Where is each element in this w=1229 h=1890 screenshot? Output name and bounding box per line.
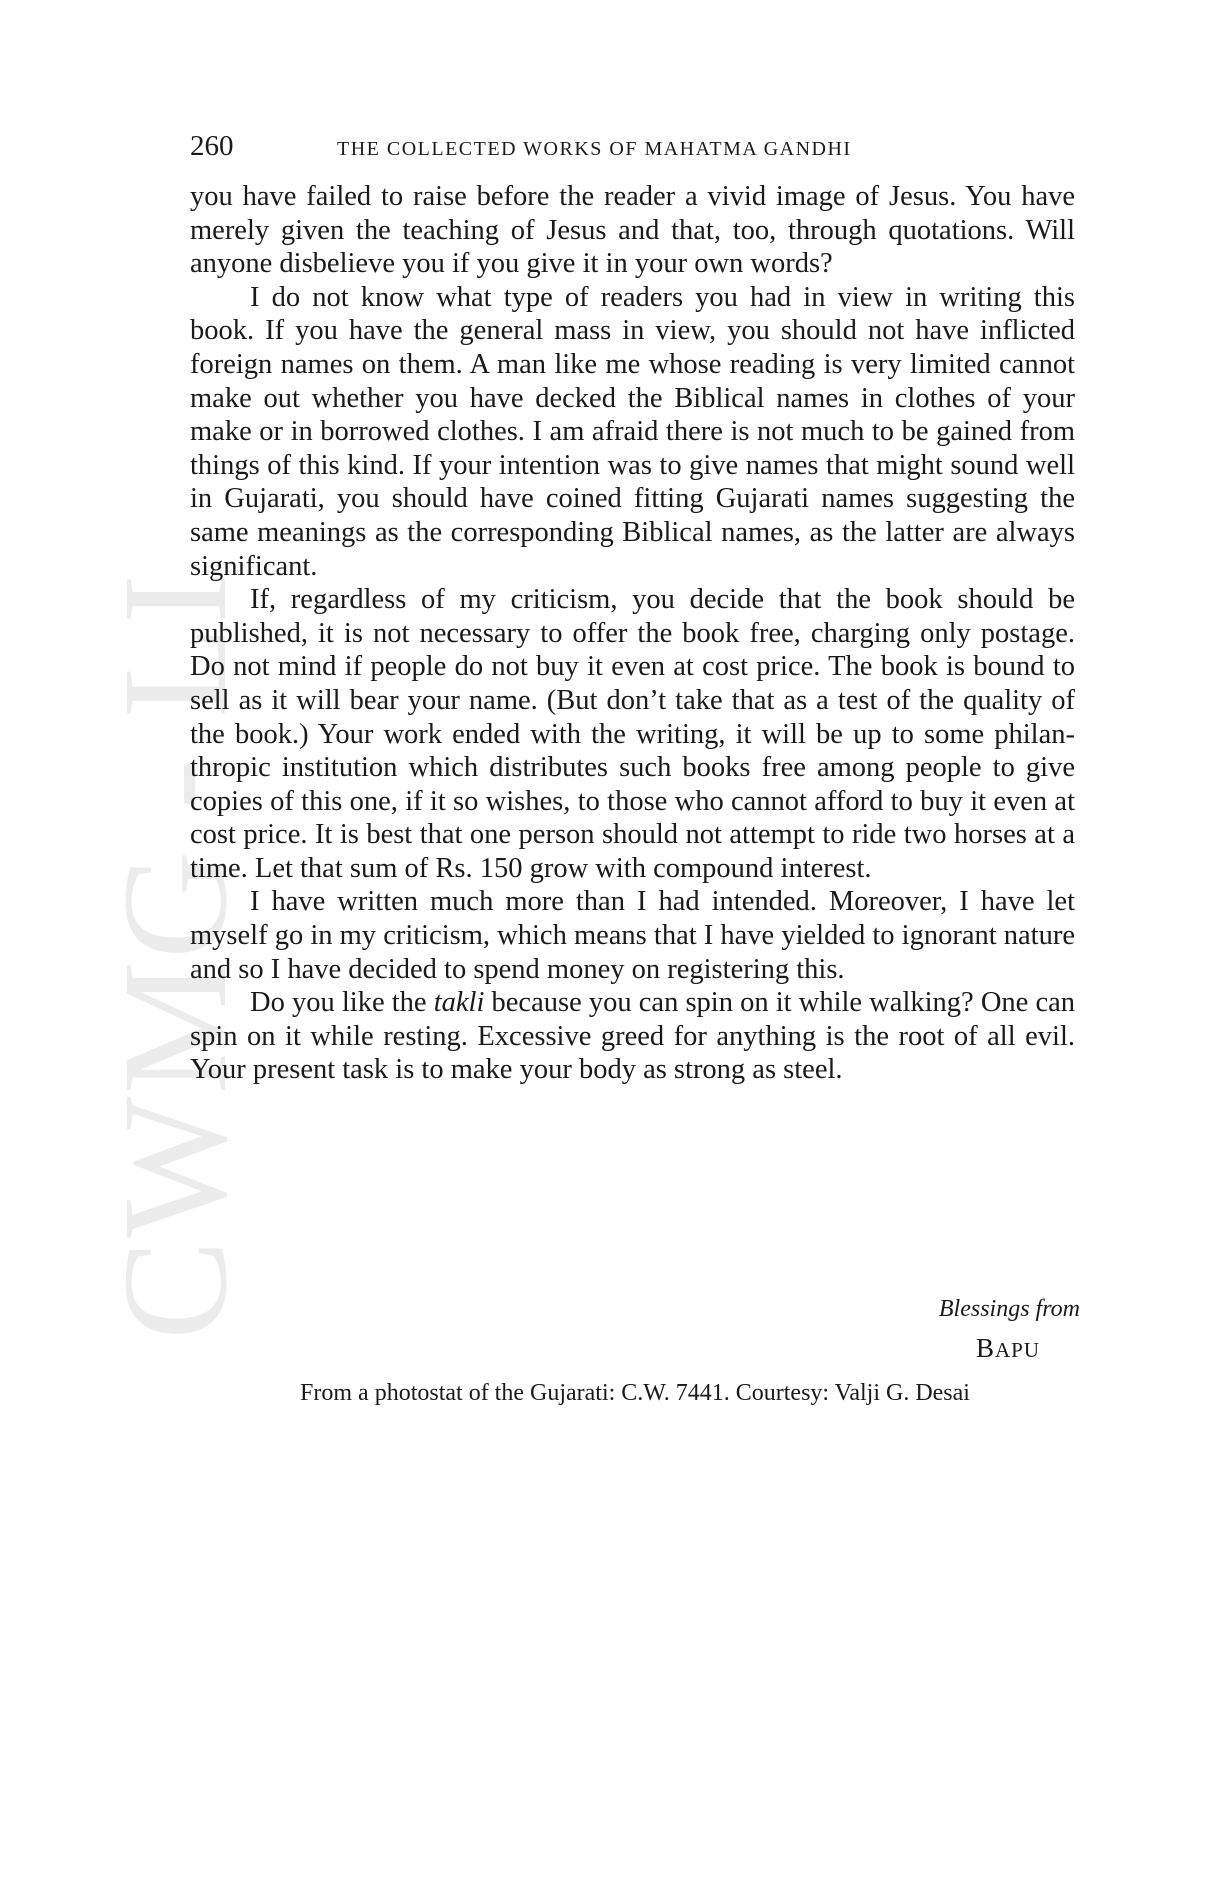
signature-initial: B: [975, 1333, 995, 1363]
text-run: Do you like the: [250, 987, 434, 1019]
text-run: you have failed to raise before the reader a vivid image of Jesus. You have merely given the teaching of Jesus and that, too, through quotations. Will anyone disbelieve you if you give it in your own words?: [190, 181, 1075, 280]
watermark-text: CWMG - LI: [92, 572, 258, 1340]
signature: [190, 1333, 1080, 1364]
letter-body: [190, 180, 1075, 1087]
text-run: If, regardless of my criticism, you decide that the book should be published, it is not necessary to offer the book free, charging only postage. Do not mind if people do not buy it even at cost price. The book is bound to sell as it will bear your name. (But don’t take that as a test of the quality of the book.) Your work ended with the writing, it will be up to some philanthropic institution which distributes such books free among people to give copies of this one, if it so wishes, to those who cannot afford to buy it even at cost price. It is best that one person should not attempt to ride two horses at a time. Let that sum of Rs. 150 grow with compound interest.: [190, 584, 1075, 884]
running-title: THE COLLECTED WORKS OF MAHATMA GANDHI: [337, 138, 852, 160]
italic-term: takli: [433, 987, 485, 1019]
closing-line: [190, 1296, 1080, 1323]
paragraph: [190, 885, 1075, 986]
text-run: because you can spin on it while walking? One can spin on it while resting. Excessive greed for anything is the root of all evil. Your present task is to make your body as strong as steel.: [190, 987, 1076, 1086]
paragraph: [190, 583, 1075, 885]
page-number: 260: [190, 130, 234, 162]
paragraph: [190, 180, 1075, 281]
closing-text: Blessings from: [938, 1296, 1080, 1322]
paragraph: [190, 986, 1075, 1087]
page-header: [190, 130, 1080, 166]
paragraph: [190, 281, 1075, 583]
text-run: I have written much more than I had intended. Moreover, I have let myself go in my criticism, which means that I have yielded to ignorant nature and so I have decided to spend money on registering this.: [190, 886, 1075, 985]
signature-rest: APU: [994, 1338, 1040, 1362]
text-run: I do not know what type of readers you had in view in writing this book. If you have the general mass in view, you should not have inflicted foreign names on them. A man like me whose reading is very limited cannot make out whether you have decked the Biblical names in clothes of your make or in borrowed clothes. I am afraid there is not much to be gained from things of this kind. If your intention was to give names that might sound well in Gujarati, you should have coined fitting Gujarati names suggesting the same meanings as the corresponding Biblical names, as the latter are always significant.: [190, 281, 1075, 582]
source-note: From a photostat of the Gujarati: C.W. 7441. Courtesy: Valji G. Desai: [300, 1380, 970, 1406]
